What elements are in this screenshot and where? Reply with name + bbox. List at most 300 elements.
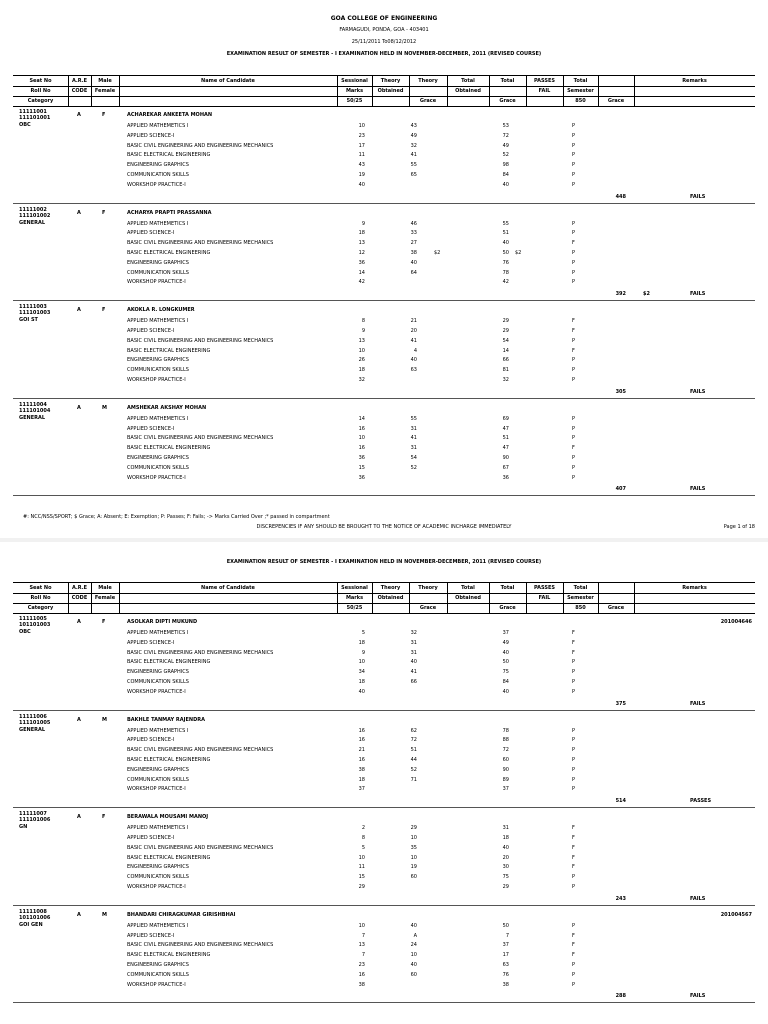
legend-text: #: NCC/NSS/SPORT; $ Grace; A: Absent; E: Exemption; P: Passes; F: Fails; -> Marks Carried Over ;* passed in compartment xyxy=(23,514,330,520)
total-obtained: 36 xyxy=(502,474,509,481)
total-obtained: 84 xyxy=(502,172,509,178)
total-obtained: 49 xyxy=(502,142,509,149)
total-obtained: 40 xyxy=(502,240,509,247)
theory-marks: 49 xyxy=(410,132,417,139)
header-cell-p1: Grace xyxy=(499,98,516,104)
subject-name: APPLIED SCIENCE-I xyxy=(127,932,175,939)
theory-marks: 64 xyxy=(410,269,417,276)
college-address: FARMAGUDI, PONDA, GOA - 403401 xyxy=(339,27,429,33)
header-cell-p2: CODE xyxy=(71,595,88,601)
roll-number: 111101005 xyxy=(19,719,51,726)
subject-name: COMMUNICATION SKILLS xyxy=(127,269,189,276)
header-cell-p2: PASSES xyxy=(533,585,556,591)
total-obtained: 51 xyxy=(502,435,509,442)
theory-grace: $2 xyxy=(434,250,441,256)
registration-number: 201004646 xyxy=(720,619,752,625)
total-obtained: 40 xyxy=(502,844,509,851)
header-cell-p2: Grace xyxy=(419,605,437,611)
pass-fail: P xyxy=(572,874,576,881)
category: GENERAL xyxy=(19,726,46,733)
subject-name: WORKSHOP PRACTICE-I xyxy=(127,181,186,188)
header-cell-p2: Marks xyxy=(345,595,364,601)
sessional-marks: 5 xyxy=(361,844,365,851)
theory-marks: 33 xyxy=(410,230,417,237)
header-cell-p2: Sessional xyxy=(341,585,368,591)
result-remark: FAILS xyxy=(690,193,706,200)
pass-fail: P xyxy=(572,123,576,129)
sessional-marks: 16 xyxy=(358,425,365,432)
header-cell-p1: Grace xyxy=(607,98,625,104)
student-separator xyxy=(13,495,755,496)
theory-marks: 52 xyxy=(410,464,417,471)
pass-fail: F xyxy=(572,854,575,861)
total-obtained: 17 xyxy=(502,952,509,959)
roll-number: 111101003 xyxy=(19,310,51,317)
header-cell-p1: 850 xyxy=(575,98,586,104)
total-obtained: 18 xyxy=(502,835,509,841)
pass-fail: F xyxy=(572,649,575,656)
semester-total: 305 xyxy=(615,388,626,395)
pass-fail: P xyxy=(572,669,576,676)
sessional-marks: 18 xyxy=(358,367,365,374)
total-obtained: 66 xyxy=(502,357,509,364)
roll-number: 101101003 xyxy=(19,622,51,628)
sessional-marks: 9 xyxy=(361,649,365,656)
pass-fail: F xyxy=(572,825,575,832)
sessional-marks: 13 xyxy=(358,942,365,949)
subject-name: ENGINEERING GRAPHICS xyxy=(127,455,189,461)
exam-title-page-2: EXAMINATION RESULT OF SEMESTER - I EXAMINATION HELD IN NOVEMBER-DECEMBER, 2011 (REVISED COURSE) xyxy=(226,559,542,565)
header-cell-p1: A.R.E xyxy=(71,78,88,84)
category: OBC xyxy=(19,122,31,128)
theory-marks: 72 xyxy=(410,737,417,744)
pass-fail: P xyxy=(572,659,576,666)
header-cell-p2: Grace xyxy=(607,605,625,611)
sessional-marks: 10 xyxy=(358,922,365,929)
subject-name: BASIC CIVIL ENGINEERING AND ENGINEERING MECHANICS xyxy=(127,844,274,851)
subject-name: APPLIED MATHEMETICS I xyxy=(127,318,189,325)
seat-number: 11111003 xyxy=(19,304,47,311)
header-rule xyxy=(13,593,755,594)
header-cell-p1: Semester xyxy=(567,88,594,94)
theory-marks: 40 xyxy=(410,922,417,929)
pass-fail: F xyxy=(572,952,575,959)
subject-name: APPLIED MATHEMETICS I xyxy=(127,415,189,422)
subject-name: APPLIED MATHEMETICS I xyxy=(127,220,189,227)
gender: F xyxy=(102,209,106,216)
pass-fail: P xyxy=(572,152,576,159)
total-obtained: 7 xyxy=(505,932,509,939)
subject-name: APPLIED MATHEMETICS I xyxy=(127,922,189,929)
theory-marks: 62 xyxy=(410,727,417,734)
total-obtained: 72 xyxy=(502,747,509,754)
header-cell-p1: Name of Candidate xyxy=(201,78,255,84)
header-cell-p2: Female xyxy=(94,595,116,601)
pass-fail: P xyxy=(572,142,576,149)
header-cell-p2: Total xyxy=(500,585,515,591)
subject-name: BASIC CIVIL ENGINEERING AND ENGINEERING MECHANICS xyxy=(127,337,274,344)
header-cell-p1: CODE xyxy=(71,88,88,94)
subject-name: APPLIED SCIENCE-I xyxy=(127,639,175,646)
sessional-marks: 23 xyxy=(358,962,365,968)
seat-number: 11111006 xyxy=(19,713,47,720)
sessional-marks: 7 xyxy=(361,952,365,959)
subject-name: BASIC CIVIL ENGINEERING AND ENGINEERING MECHANICS xyxy=(127,240,274,247)
pass-fail: P xyxy=(572,786,576,793)
pass-fail: F xyxy=(572,942,575,949)
total-obtained: 69 xyxy=(502,415,509,422)
gender: M xyxy=(102,911,107,918)
sessional-marks: 19 xyxy=(358,172,365,178)
subject-name: APPLIED SCIENCE-I xyxy=(127,737,175,744)
theory-marks: 40 xyxy=(410,357,417,364)
are-code: A xyxy=(77,404,81,411)
subject-name: ENGINEERING GRAPHICS xyxy=(127,162,189,169)
header-cell-p2: Semester xyxy=(567,595,594,601)
header-cell-p2: Remarks xyxy=(682,585,707,591)
theory-marks: 31 xyxy=(410,425,417,432)
theory-marks: 66 xyxy=(410,679,417,685)
pass-fail: P xyxy=(572,172,576,178)
header-cell-p1: Total xyxy=(573,78,588,84)
pass-fail: P xyxy=(572,455,576,461)
result-remark: FAILS xyxy=(690,486,706,493)
header-cell-p1: Total xyxy=(461,78,475,84)
candidate-name: ACHARYA PRAPTI PRASSANNA xyxy=(127,209,212,216)
subject-name: COMMUNICATION SKILLS xyxy=(127,172,189,178)
pass-fail: F xyxy=(572,844,575,851)
total-obtained: 63 xyxy=(502,962,509,968)
subject-name: APPLIED SCIENCE-I xyxy=(127,230,175,237)
sessional-marks: 16 xyxy=(358,971,365,978)
theory-marks: 55 xyxy=(410,162,417,169)
sessional-marks: 15 xyxy=(358,874,365,881)
page-number: Page 1 of 18 xyxy=(723,524,755,530)
pass-fail: P xyxy=(572,962,576,968)
pass-fail: P xyxy=(572,279,576,286)
subject-name: COMMUNICATION SKILLS xyxy=(127,464,189,471)
sessional-marks: 13 xyxy=(358,337,365,344)
roll-number: 111101006 xyxy=(19,817,51,824)
header-cell-p2: Name of Candidate xyxy=(201,585,255,591)
subject-name: ENGINEERING GRAPHICS xyxy=(127,962,189,968)
sessional-marks: 26 xyxy=(358,357,365,364)
subject-name: COMMUNICATION SKILLS xyxy=(127,776,189,783)
subject-name: BASIC CIVIL ENGINEERING AND ENGINEERING MECHANICS xyxy=(127,435,274,442)
total-obtained: 29 xyxy=(502,884,509,890)
subject-name: WORKSHOP PRACTICE-I xyxy=(127,279,186,286)
gender: M xyxy=(102,716,107,723)
sessional-marks: 13 xyxy=(358,240,365,247)
theory-marks: 40 xyxy=(410,259,417,266)
subject-name: APPLIED MATHEMETICS I xyxy=(127,123,189,129)
subject-name: WORKSHOP PRACTICE-I xyxy=(127,884,186,890)
theory-marks: 54 xyxy=(410,455,417,461)
sessional-marks: 10 xyxy=(358,123,365,129)
pass-fail: P xyxy=(572,747,576,754)
pass-fail: F xyxy=(572,932,575,939)
subject-name: BASIC ELECTRICAL ENGINEERING xyxy=(127,952,211,959)
theory-marks: 21 xyxy=(410,318,417,325)
sessional-marks: 10 xyxy=(358,659,365,666)
page-separator xyxy=(0,538,768,542)
result-remark: FAILS xyxy=(690,291,706,298)
theory-marks: 32 xyxy=(410,142,417,149)
theory-marks: 44 xyxy=(410,757,417,763)
sessional-marks: 7 xyxy=(361,932,365,939)
total-obtained: 40 xyxy=(502,649,509,656)
sessional-marks: 36 xyxy=(358,474,365,481)
theory-marks: 29 xyxy=(410,825,417,832)
college-name: GOA COLLEGE OF ENGINEERING xyxy=(330,15,438,22)
sessional-marks: 34 xyxy=(358,669,365,676)
total-grace: $2 xyxy=(515,250,522,256)
theory-marks: 65 xyxy=(410,172,417,178)
subject-name: BASIC ELECTRICAL ENGINEERING xyxy=(127,854,211,861)
subject-name: BASIC ELECTRICAL ENGINEERING xyxy=(127,757,211,763)
semester-total: 448 xyxy=(615,193,626,200)
sessional-marks: 42 xyxy=(358,279,365,286)
pass-fail: P xyxy=(572,162,576,169)
seat-number: 11111001 xyxy=(19,109,47,115)
subject-name: ENGINEERING GRAPHICS xyxy=(127,357,189,364)
seat-number: 11111008 xyxy=(19,908,47,915)
roll-number: 111101004 xyxy=(19,407,51,414)
notice-text: DISCREPENCIES IF ANY SHOULD BE BROUGHT TO THE NOTICE OF ACADEMIC INCHARGE IMMEDIATELY xyxy=(256,524,512,530)
subject-name: COMMUNICATION SKILLS xyxy=(127,679,189,685)
subject-name: WORKSHOP PRACTICE-I xyxy=(127,377,186,383)
theory-marks: 41 xyxy=(410,435,417,442)
theory-marks: A xyxy=(413,932,417,939)
subject-name: BASIC ELECTRICAL ENGINEERING xyxy=(127,445,211,452)
pass-fail: F xyxy=(572,639,575,646)
total-obtained: 37 xyxy=(502,630,509,636)
theory-marks: 52 xyxy=(410,766,417,773)
total-obtained: 14 xyxy=(502,347,509,354)
header-cell-p1: Marks xyxy=(345,88,364,94)
seat-number: 11111005 xyxy=(19,616,47,622)
header-cell-p2: Obtained xyxy=(377,595,404,601)
theory-marks: 31 xyxy=(410,639,417,646)
header-cell-p2: FAIL xyxy=(538,595,551,601)
sessional-marks: 43 xyxy=(358,162,365,169)
pass-fail: P xyxy=(572,737,576,744)
header-cell-p2: A.R.E xyxy=(71,585,88,591)
theory-marks: 41 xyxy=(410,337,417,344)
sessional-marks: 18 xyxy=(358,776,365,783)
theory-marks: 20 xyxy=(410,328,417,334)
header-rule xyxy=(13,86,755,87)
total-obtained: 84 xyxy=(502,679,509,685)
header-cell-p2: 50/25 xyxy=(346,605,363,611)
pass-fail: P xyxy=(572,377,576,383)
gender: F xyxy=(102,307,106,314)
result-remark: PASSES xyxy=(690,798,712,805)
are-code: A xyxy=(77,307,81,314)
theory-marks: 43 xyxy=(410,123,417,129)
theory-marks: 10 xyxy=(410,854,417,861)
subject-name: COMMUNICATION SKILLS xyxy=(127,874,189,881)
theory-marks: 10 xyxy=(410,835,417,841)
sessional-marks: 38 xyxy=(358,766,365,773)
sessional-marks: 16 xyxy=(358,757,365,763)
theory-marks: 71 xyxy=(410,776,417,783)
theory-marks: 19 xyxy=(410,864,417,871)
subject-name: WORKSHOP PRACTICE-I xyxy=(127,688,186,695)
pass-fail: F xyxy=(572,328,575,334)
subject-name: BASIC CIVIL ENGINEERING AND ENGINEERING MECHANICS xyxy=(127,142,274,149)
pass-fail: P xyxy=(572,220,576,227)
pass-fail: P xyxy=(572,435,576,442)
subject-name: ENGINEERING GRAPHICS xyxy=(127,766,189,773)
subject-name: BASIC ELECTRICAL ENGINEERING xyxy=(127,152,211,159)
total-obtained: 29 xyxy=(502,318,509,325)
theory-marks: 4 xyxy=(413,347,417,354)
sessional-marks: 8 xyxy=(361,318,365,325)
pass-fail: P xyxy=(572,367,576,374)
student-separator xyxy=(13,710,755,711)
pass-fail: F xyxy=(572,240,575,247)
header-cell-p1: FAIL xyxy=(538,88,551,94)
sessional-marks: 18 xyxy=(358,639,365,646)
total-obtained: 32 xyxy=(502,377,509,383)
subject-name: BASIC ELECTRICAL ENGINEERING xyxy=(127,347,211,354)
are-code: A xyxy=(77,619,81,625)
sessional-marks: 16 xyxy=(358,727,365,734)
subject-name: APPLIED SCIENCE-I xyxy=(127,425,175,432)
total-obtained: 72 xyxy=(502,132,509,139)
total-obtained: 38 xyxy=(502,981,509,988)
pass-fail: P xyxy=(572,981,576,988)
subject-name: APPLIED MATHEMETICS I xyxy=(127,825,189,832)
sessional-marks: 11 xyxy=(358,152,365,159)
sessional-marks: 10 xyxy=(358,435,365,442)
category: GN xyxy=(19,824,28,831)
theory-marks: 10 xyxy=(410,952,417,959)
header-cell-p2: Category xyxy=(27,605,54,611)
are-code: A xyxy=(77,911,81,918)
candidate-name: ACHAREKAR ANKEETA MOHAN xyxy=(127,112,213,118)
pass-fail: P xyxy=(572,250,576,256)
subject-name: APPLIED MATHEMETICS I xyxy=(127,630,189,636)
header-cell-p1: Grace xyxy=(419,98,437,104)
student-separator xyxy=(13,203,755,204)
total-obtained: 89 xyxy=(502,776,509,783)
sessional-marks: 18 xyxy=(358,230,365,237)
sessional-marks: 18 xyxy=(358,679,365,685)
sessional-marks: 5 xyxy=(361,630,365,636)
are-code: A xyxy=(77,209,81,216)
semester-grace: $2 xyxy=(643,291,650,298)
sessional-marks: 11 xyxy=(358,864,365,871)
theory-marks: 55 xyxy=(410,415,417,422)
column-header xyxy=(13,582,755,614)
subject-name: APPLIED MATHEMETICS I xyxy=(127,727,189,734)
theory-marks: 31 xyxy=(410,649,417,656)
student-separator xyxy=(13,807,755,808)
subject-name: ENGINEERING GRAPHICS xyxy=(127,864,189,871)
total-obtained: 76 xyxy=(502,259,509,266)
header-cell-p2: Roll No xyxy=(30,595,51,601)
header-cell-p1: Obtained xyxy=(455,88,481,94)
total-obtained: 40 xyxy=(502,181,509,188)
header-rule xyxy=(13,96,755,97)
gender: F xyxy=(102,619,106,625)
header-cell-p2: Seat No xyxy=(29,585,52,591)
category: OBC xyxy=(19,629,31,635)
student-separator xyxy=(13,1002,755,1003)
header-cell-p2: Total xyxy=(573,585,588,591)
result-remark: FAILS xyxy=(690,388,706,395)
pass-fail: F xyxy=(572,318,575,325)
sessional-marks: 17 xyxy=(358,142,365,149)
total-obtained: 78 xyxy=(502,727,509,734)
sessional-marks: 32 xyxy=(358,377,365,383)
candidate-name: BAKHLE TANMAY RAJENDRA xyxy=(127,716,205,723)
theory-marks: 41 xyxy=(410,669,417,676)
theory-marks: 60 xyxy=(410,971,417,978)
exam-dates: 25/11/2011 To08/12/2012 xyxy=(351,39,417,45)
result-remark: FAILS xyxy=(690,993,706,1000)
theory-marks: 46 xyxy=(410,220,417,227)
sessional-marks: 40 xyxy=(358,181,365,188)
total-obtained: 51 xyxy=(502,230,509,237)
sessional-marks: 14 xyxy=(358,415,365,422)
pass-fail: P xyxy=(572,776,576,783)
total-obtained: 37 xyxy=(502,786,509,793)
total-obtained: 81 xyxy=(502,367,509,374)
subject-name: BASIC CIVIL ENGINEERING AND ENGINEERING MECHANICS xyxy=(127,747,274,754)
pass-fail: P xyxy=(572,757,576,763)
sessional-marks: 10 xyxy=(358,854,365,861)
roll-number: 111101002 xyxy=(19,212,51,219)
sessional-marks: 16 xyxy=(358,737,365,744)
header-cell-p1: Remarks xyxy=(682,78,707,84)
total-obtained: 53 xyxy=(502,123,509,129)
candidate-name: AMSHEKAR AKSHAY MOHAN xyxy=(127,404,207,411)
header-cell-p1: Sessional xyxy=(341,78,368,84)
theory-marks: 32 xyxy=(410,630,417,636)
header-cell-p2: 850 xyxy=(575,605,586,611)
are-code: A xyxy=(77,112,81,118)
sessional-marks: 8 xyxy=(361,835,365,841)
total-obtained: 50 xyxy=(502,922,509,929)
header-cell-p1: PASSES xyxy=(533,78,556,84)
sessional-marks: 29 xyxy=(358,884,365,890)
header-cell-p1: Total xyxy=(500,78,515,84)
sessional-marks: 12 xyxy=(358,250,365,256)
pass-fail: P xyxy=(572,766,576,773)
subject-name: BASIC ELECTRICAL ENGINEERING xyxy=(127,250,211,256)
total-obtained: 50 xyxy=(502,250,509,256)
sessional-marks: 9 xyxy=(361,220,365,227)
total-obtained: 55 xyxy=(502,220,509,227)
total-obtained: 49 xyxy=(502,639,509,646)
sessional-marks: 9 xyxy=(361,328,365,334)
total-obtained: 67 xyxy=(502,464,509,471)
header-cell-p2: Grace xyxy=(499,605,516,611)
registration-number: 201004567 xyxy=(720,911,752,918)
subject-name: APPLIED SCIENCE-I xyxy=(127,132,175,139)
subject-name: ENGINEERING GRAPHICS xyxy=(127,259,189,266)
theory-marks: 60 xyxy=(410,874,417,881)
total-obtained: 88 xyxy=(502,737,509,744)
sessional-marks: 36 xyxy=(358,259,365,266)
pass-fail: P xyxy=(572,415,576,422)
subject-name: BASIC ELECTRICAL ENGINEERING xyxy=(127,659,211,666)
pass-fail: P xyxy=(572,922,576,929)
category: GOI GEN xyxy=(19,921,43,928)
